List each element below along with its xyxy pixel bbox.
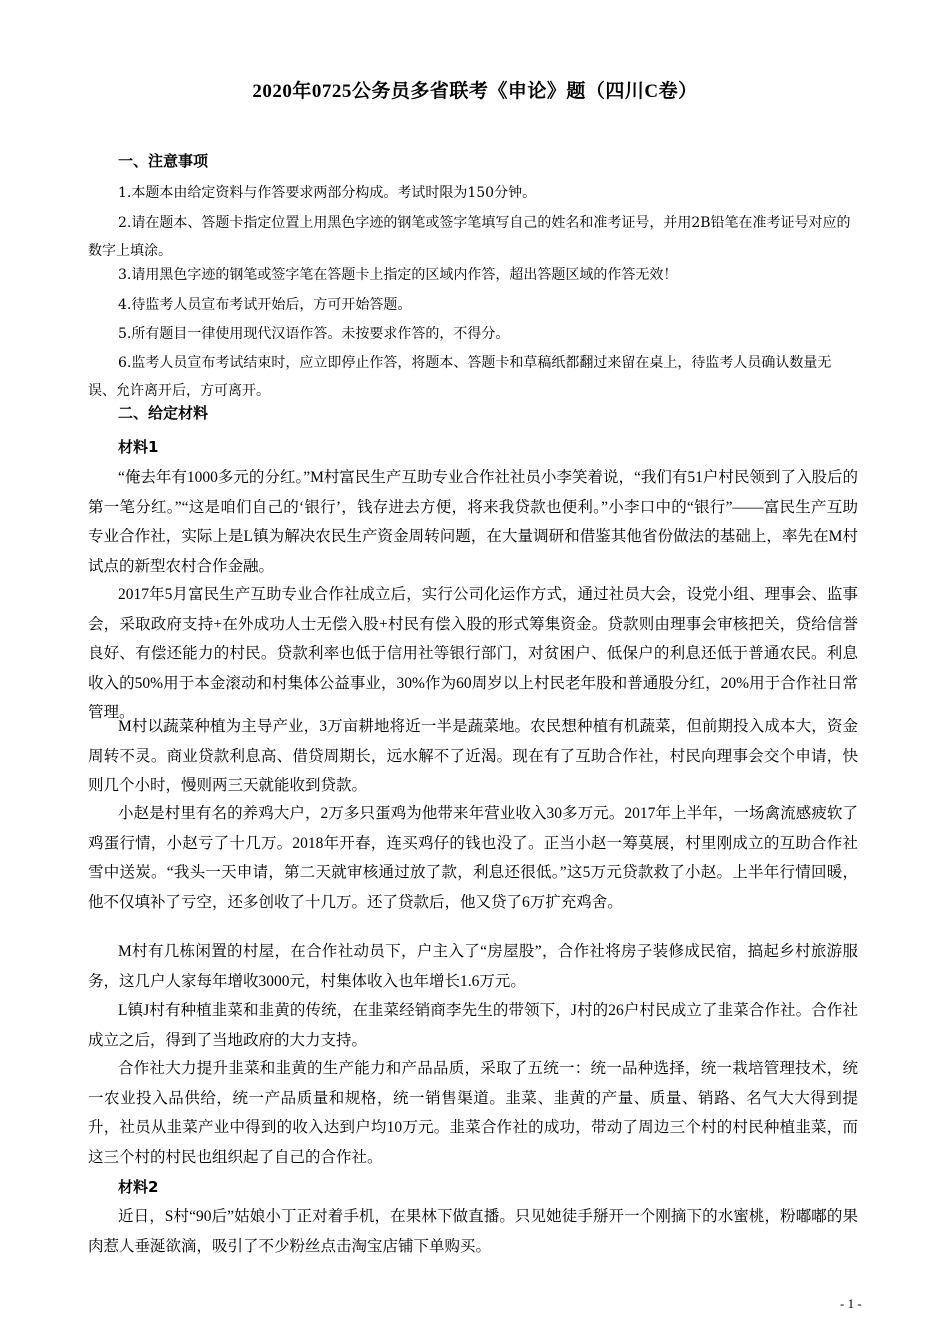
material-1-paragraph-5: M村有几栋闲置的村屋，在合作社动员下，户主入了“房屋股”，合作社将房子装修成民宿，搞起乡村旅游服务，这几户人家每年增收3000元，村集体收入也年增长1.6万元。	[88, 943, 858, 990]
material-2-paragraph-1: 近日，S村“90后”姑娘小丁正对着手机，在果林下做直播。只见她徒手掰开一个刚摘下的水蜜桃，粉嘟嘟的果肉惹人垂涎欲滴，吸引了不少粉丝点击淘宝店铺下单购买。	[88, 1208, 858, 1255]
material-1-paragraph-3: M村以蔬菜种植为主导产业，3万亩耕地将近一半是蔬菜地。农民想种植有机蔬菜，但前期投入成本大，资金周转不灵。商业贷款利息高、借贷周期长，远水解不了近渴。现在有了互助合作社，村民向理事会交个申请，快则几个小时，慢则两三天就能收到贷款。	[88, 718, 858, 794]
note-item-1: 1.本题本由给定资料与作答要求两部分构成。考试时限为150分钟。	[118, 185, 537, 201]
section-heading-notes: 一、注意事项	[118, 152, 209, 170]
material-2-heading: 材料2	[118, 1178, 159, 1196]
material-1-paragraph-1: “俺去年有1000多元的分红。”M村富民生产互助专业合作社社员小李笑着说，“我们有51户村民领到了入股后的第一笔分红。”“这是咱们自己的‘银行’，钱存进去方便，将来我贷款也便利。”小李口中的“银行”——富民生产互助专业合作社，实际上是L镇为解决农民生产资金周转问题，在大量调研和借鉴其他省份做法的基础上，率先在M村试点的新型农村合作金融。	[88, 469, 858, 575]
page-number: - 1 -	[840, 1296, 862, 1311]
material-1-paragraph-7: 合作社大力提升韭菜和韭黄的生产能力和产品品质，采取了五统一：统一品种选择，统一栽培管理技术，统一农业投入品供给，统一产品质量和规格，统一销售渠道。韭菜、韭黄的产量、质量、销路、名气大大得到提升，社员从韭菜产业中得到的收入达到户均10万元。韭菜合作社的成功，带动了周边三个村的村民种植韭菜，而这三个村的村民也组织起了自己的合作社。	[88, 1060, 858, 1166]
note-item-6: 6.监考人员宣布考试结束时，应立即停止作答，将题本、答题卡和草稿纸都翻过来留在桌上，待监考人员确认数量无误、允许离开后，方可离开。	[88, 355, 832, 399]
note-item-3: 3.请用黑色字迹的钢笔或签字笔在答题卡上指定的区域内作答，超出答题区域的作答无效！	[118, 267, 678, 283]
material-1-paragraph-4: 小赵是村里有名的养鸡大户，2万多只蛋鸡为他带来年营业收入30多万元。2017年上半年，一场禽流感疲软了鸡蛋行情，小赵亏了十几万。2018年开春，连买鸡仔的钱也没了。正当小赵一筹莫展，村里刚成立的互助合作社雪中送炭。“我头一天申请，第二天就审核通过放了款，利息还很低。”这5万元贷款救了小赵。上半年行情回暖，他不仅填补了亏空，还多创收了十几万。还了贷款后，他又贷了6万扩充鸡舍。	[88, 805, 858, 911]
material-1-paragraph-2: 2017年5月富民生产互助专业合作社成立后，实行公司化运作方式，通过社员大会，设党小组、理事会、监事会，采取政府支持+在外成功人士无偿入股+村民有偿入股的形式筹集资金。贷款则由理事会审核把关，贷给信誉良好、有偿还能力的村民。贷款利率也低于信用社等银行部门，对贫困户、低保户的利息还低于普通农民。利息收入的50%用于本金滚动和村集体公益事业，30%作为60周岁以上村民老年股和普通股分红，20%用于合作社日常管理。	[88, 586, 858, 721]
note-item-4: 4.待监考人员宣布考试开始后，方可开始答题。	[118, 297, 412, 313]
material-1-heading: 材料1	[118, 438, 159, 456]
note-item-5: 5.所有题目一律使用现代汉语作答。未按要求作答的，不得分。	[118, 326, 510, 342]
page-title: 2020年0725公务员多省联考《申论》题（四川C卷）	[252, 81, 698, 102]
section-heading-materials: 二、给定材料	[118, 404, 209, 422]
note-item-2: 2.请在题本、答题卡指定位置上用黑色字迹的钢笔或签字笔填写自己的姓名和准考证号，并用2B铅笔在准考证号对应的数字上填涂。	[88, 215, 851, 259]
material-1-paragraph-6: L镇J村有种植韭菜和韭黄的传统，在韭菜经销商李先生的带领下，J村的26户村民成立了韭菜合作社。合作社成立之后，得到了当地政府的大力支持。	[88, 1002, 858, 1049]
